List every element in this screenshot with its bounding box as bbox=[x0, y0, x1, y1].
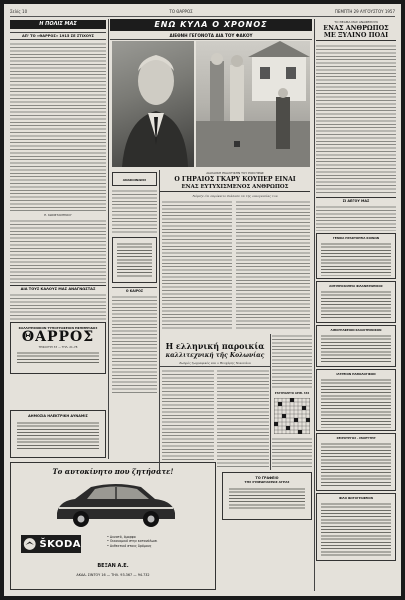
skoda-logo bbox=[21, 535, 81, 553]
ad-address: ΤΡΙΚΟΥΠΗ 33 — ΤΗΛ. 21-78 bbox=[38, 345, 78, 349]
right-ad-6-title: ΦΙΛΟ ΦΩΤΟΓΡΑΦΕΙΟΝ bbox=[338, 496, 374, 500]
lower-center-ad bbox=[222, 472, 312, 520]
greek-body-2 bbox=[217, 369, 269, 469]
skoda-promo-line: Το αυτοκίνητο που ζητήσατε! bbox=[52, 467, 174, 476]
column-rule-3 bbox=[159, 170, 160, 470]
notice-body bbox=[17, 421, 99, 449]
skoda-ad bbox=[10, 462, 216, 590]
right-title-2: ΜΕ ΞΥΛΙΝΟ ΠΟΔΙ bbox=[316, 32, 396, 41]
notice-title: ΔΗΜΟΣΙΑ ΗΛΕΚΤΡΙΚΗ ΔΥΝΑΜΙΣ bbox=[28, 414, 88, 418]
greek-subhead: Ζωηρός ζωγραφικός και ο Θεοχάρης Νικολάου bbox=[160, 361, 270, 367]
right-ad-6 bbox=[316, 493, 396, 561]
issue-date: ΠΕΜΠΤΗ 29 ΑΥΓΟΥΣΤΟΥ 1957 bbox=[334, 8, 395, 14]
right-ad-2 bbox=[316, 281, 396, 323]
right-ad-1 bbox=[316, 233, 396, 279]
section-banner: Η ΠΟΛΙΣ ΜΑΣ bbox=[10, 20, 106, 29]
right-ad-6-body bbox=[321, 502, 391, 558]
car-illustration bbox=[51, 479, 181, 529]
article-body-2 bbox=[10, 219, 106, 283]
tharros-print-ad bbox=[10, 322, 106, 374]
lower-ad-line-2: ΤΗΣ ΣΥΝΕΔΡΙΑΣΕΩΣ ΑΓΡΑΣ bbox=[244, 480, 290, 484]
story-body-col-1 bbox=[162, 200, 232, 330]
column-rule-2 bbox=[314, 19, 315, 591]
inner-left-column bbox=[112, 172, 157, 392]
side-article-body bbox=[272, 334, 312, 390]
weather-body bbox=[112, 295, 157, 395]
story-headline-1: Ο ΓΗΡΑΙΟΣ ΓΚΑΡΥ ΚΟΥΠΕΡ ΕΙΝΑΙ bbox=[174, 176, 296, 183]
right-ad-2-body bbox=[321, 290, 391, 320]
story-kicker: ΑΙΑΣΑΣΚΗ ΕΚΑΛΙΤΙΚΗΝ ΤΟΥ ΡΟΝ ΗΡΩΣ bbox=[206, 171, 264, 175]
small-box-2: Ο ΚΑΙΡΟΣ bbox=[112, 287, 157, 293]
right-ad-4-body bbox=[321, 378, 391, 428]
right-article-body bbox=[316, 44, 396, 194]
skoda-brand: ŠKODA bbox=[39, 538, 81, 550]
article-body bbox=[10, 42, 106, 212]
ad-body bbox=[17, 351, 99, 363]
crossword-title: ΣΤΑΥΡΟΛΕΞΟ ΑΡΙΘ. 334 bbox=[274, 392, 310, 395]
portrait-photo bbox=[112, 41, 194, 167]
right-ad-3-title: ΛΙΘΟΓΡΑΦΕΙΟΝ ΚΑΛΛΙΤΕΧΝΙΚΟΝ bbox=[330, 328, 382, 332]
article-signature: Ε. ΚΩΝΣΤΑΝΤΙΝΟΥ bbox=[44, 213, 72, 217]
lower-ad-line-1: ΤΟ ΓΡΑΦΕΙΟ bbox=[255, 476, 279, 480]
right-title-1: ΕΝΑΣ ΑΝΘΡΩΠΟΣ bbox=[323, 24, 389, 32]
center-banner-text: ΕΝΩ ΚΥΛΑ Ο ΧΡΟΝΟΣ bbox=[154, 20, 268, 29]
electric-notice bbox=[10, 410, 106, 458]
ad-big-title: ΘΑΡΡΟΣ bbox=[21, 329, 95, 345]
page-header bbox=[10, 6, 395, 17]
right-ad-1-body bbox=[321, 242, 391, 276]
greek-headline-2: καλλιτεχνική τῆς Κολωνίας bbox=[165, 352, 265, 359]
story-headline-2: ΕΝΑΣ ΕΥΤΥΧΙΣΜΕΝΟΣ ΑΝΘΡΩΠΟΣ bbox=[160, 184, 310, 192]
story-subhead: Νόμιζε ότι επρόκειτο διάλυσε τα της οικογενείας του bbox=[192, 194, 278, 198]
newspaper-page bbox=[4, 4, 401, 596]
small-ad-box bbox=[112, 237, 157, 283]
right-article-body-2 bbox=[316, 205, 396, 231]
right-ad-2-title: ΑΝΤΙΠΡΟΣΩΠΕΙΑ ΦΙΛΑΝΘΡΩΠΙΚΟΣ bbox=[329, 284, 383, 288]
outdoor-illustration bbox=[196, 41, 310, 167]
right-section-2: ΣΙ ΑΕΓΟΥ ΜΑΣ bbox=[316, 197, 396, 203]
right-ad-3-body bbox=[321, 334, 391, 364]
right-ad-3 bbox=[316, 325, 396, 367]
skoda-features bbox=[107, 535, 207, 548]
right-kicker: ΤΟ ΘΕΑΜΑ ΜΑΣ ΑΝΑΦΕΡΟΥΝ bbox=[334, 20, 378, 24]
lower-ad-body bbox=[229, 487, 305, 511]
paper-name: ΤΟ ΘΑΡΡΟΣ bbox=[169, 8, 193, 14]
right-ad-1-title: ΓΕΝΙΚΑ ΠΡΑΚΤΟΡΕΙΑ ΚΟΙΝΩΝ bbox=[332, 236, 380, 240]
greek-body-1 bbox=[162, 369, 214, 469]
center-banner bbox=[110, 19, 312, 31]
ad-small-title: ΚΑΛΛΙΤΕΧΝΙΚΟΝ ΤΥΠΟΓΡΑΦΕΙΟΝ ΕΦΗΜΕΡΙΔΟΣ bbox=[18, 326, 98, 330]
crossword-grid bbox=[274, 398, 310, 434]
right-ad-5 bbox=[316, 433, 396, 491]
column-rule-4 bbox=[270, 334, 271, 470]
skoda-dealer: ΒΕΞΑΝ Α.Ε. bbox=[97, 563, 129, 569]
right-ad-5-body bbox=[321, 442, 391, 488]
skoda-feature-2: • Οικονομικό στην κατανάλωσι bbox=[107, 539, 158, 544]
right-column bbox=[316, 20, 396, 590]
article-title-2: ΔΙΑ ΤΟΥΣ ΚΑΛΟΥΣ ΜΑΣ ΑΝΑΓΝΩΣΤΑΣ bbox=[10, 285, 106, 291]
article-title: ΑΠ' ΤΟ «ΘΑΡΡΟΣ» 1915 ΣΕ ΣΤΙΧΟΥΣ bbox=[10, 32, 106, 40]
small-box-1: ΑΝΑΚΟΙΝΩΣΙΣ bbox=[112, 172, 157, 186]
skoda-feature-1: • Δυνατό, όμορφο bbox=[107, 535, 136, 539]
small-ad-body bbox=[117, 242, 152, 278]
skoda-feature-3: • Ανθεκτικό στους δρόμους bbox=[107, 543, 152, 548]
right-ad-4-title: ΙΑΤΡΕΙΟΝ ΠΑΘΟΛΟΓΙΚΟΝ bbox=[336, 372, 376, 376]
skoda-address: ΑΚΑΔ. ΣΙΝΤΟΥ 16 — ΤΗΛ. 93.367 — 94.732 bbox=[76, 573, 150, 577]
crossword-clues bbox=[272, 437, 312, 469]
column-rule-1 bbox=[108, 19, 109, 459]
story-body-col-2 bbox=[236, 200, 310, 330]
outdoor-photo bbox=[196, 41, 310, 167]
right-ad-4 bbox=[316, 369, 396, 431]
portrait-illustration bbox=[112, 41, 194, 167]
page-number: Σελίς 10 bbox=[10, 8, 28, 14]
skoda-arrow-icon bbox=[23, 536, 36, 552]
inner-left-body bbox=[112, 189, 157, 235]
center-banner-sub: ΔΙΕΘΝΗ ΓΕΓΟΝΟΤΑ ΔΙΑ ΤΟΥ ΦΑΚΟΥ bbox=[110, 33, 312, 40]
right-ad-5-title: ΧΕΙΡΟΥΡΓΟΣ - ΜΑΙΕΥΤΗΡ bbox=[336, 436, 376, 440]
greek-headline-1: Η ελληνική παροικία bbox=[165, 341, 265, 351]
